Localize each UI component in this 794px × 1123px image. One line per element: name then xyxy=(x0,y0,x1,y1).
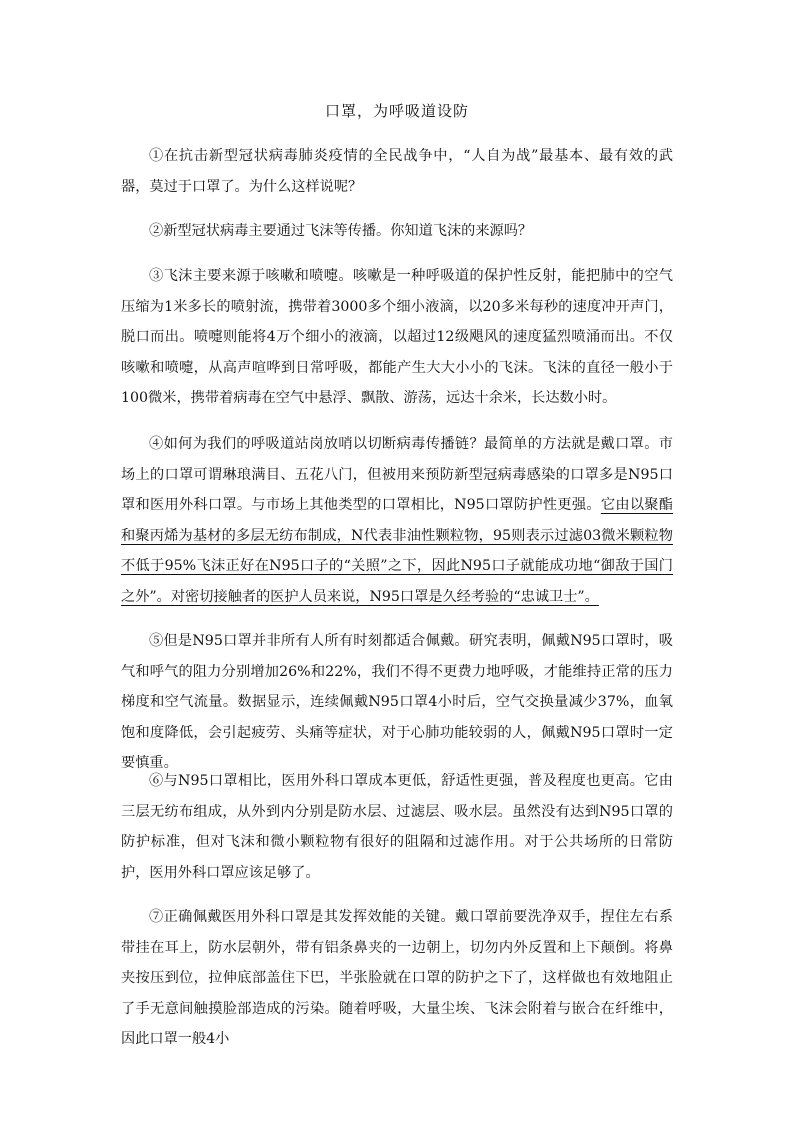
paragraph-3: ③飞沫主要来源于咳嗽和喷嚏。咳嗽是一种呼吸道的保护性反射，能把肺中的空气压缩为1米多长的喷射流，携带着3000多个细小液滴，以20多米每秒的速度冲开声门，脱口而出。喷嚏则能将4万个细小的液滴，以超过12级飓风的速度猛烈喷涌而出。不仅咳嗽和喷嚏，从高声喧哗到日常呼吸，都能产生大大小小的飞沫。飞沫的直径一般小于100微米，携带着病毒在空气中悬浮、飘散、游荡，远达十余米，长达数小时。 xyxy=(121,268,673,406)
paragraph-6: ⑥与N95口罩相比，医用外科口罩成本更低，舒适性更强，普及程度也更高。它由三层无纺布组成，从外到内分别是防水层、过滤层、吸水层。虽然没有达到N95口罩的防护标准，但对飞沫和微小颗粒物有很好的阻隔和过滤作用。对于公共场所的日常防护，医用外科口罩应该足够了。 xyxy=(121,773,673,881)
paragraph-7: ⑦正确佩戴医用外科口罩是其发挥效能的关键。戴口罩前要洗净双手，捏住左右系带挂在耳上，防水层朝外，带有铝条鼻夹的一边朝上，切勿内外反置和上下颠倒。将鼻夹按压到位，拉伸底部盖住下巴，半张脸就在口罩的防护之下了，这样做也有效地阻止了手无意间触摸脸部造成的污染。随着呼吸，大量尘埃、飞沫会附着与嵌合在纤维中，因此口罩一般4小 xyxy=(121,909,673,1047)
paragraph-1: ①在抗击新型冠状病毒肺炎疫情的全民战争中，“人自为战”最基本、最有效的武器，莫过于口罩了。为什么这样说呢？ xyxy=(121,148,673,195)
page-title: 口罩，为呼吸道设防 xyxy=(324,102,469,120)
paragraph-4 xyxy=(121,429,673,612)
underlined-passage: 它由以聚酯和聚丙烯为基材的多层无纺布制成，N代表非油性颗粒物，95则表示过滤03微米颗粒物不低于95%飞沫正好在N95口子的“关照”之下，因此N95口子就能成功地“御敌于国门之外”。对密切接触者的医护人员来说，N95口罩是久经考验的“忠诚卫士”。 xyxy=(121,497,673,605)
paragraph-5: ⑤但是N95口罩并非所有人所有时刻都适合佩戴。研究表明，佩戴N95口罩时，吸气和呼气的阻力分别增加26%和22%，我们不得不更费力地呼吸，才能维持正常的压力梯度和空气流量。数据显示，连续佩戴N95口罩4小时后，空气交换量减少37%，血氧饱和度降低，会引起疲劳、头痛等症状，对于心肺功能较弱的人，佩戴N95口罩时一定要慎重。 xyxy=(121,633,673,771)
paragraph-4-text: ④如何为我们的呼吸道站岗放哨以切断病毒传播链？最简单的方法就是戴口罩。市场上的口罩可谓琳琅满目、五花八门，但被用来预防新型冠病毒感染的口罩多是N95口罩和医用外科口罩。与市场上其他类型的口罩相比，N95口罩防护性更强。 xyxy=(121,436,673,513)
paragraph-2: ②新型冠状病毒主要通过飞沫等传播。你知道飞沫的来源吗？ xyxy=(149,223,533,239)
